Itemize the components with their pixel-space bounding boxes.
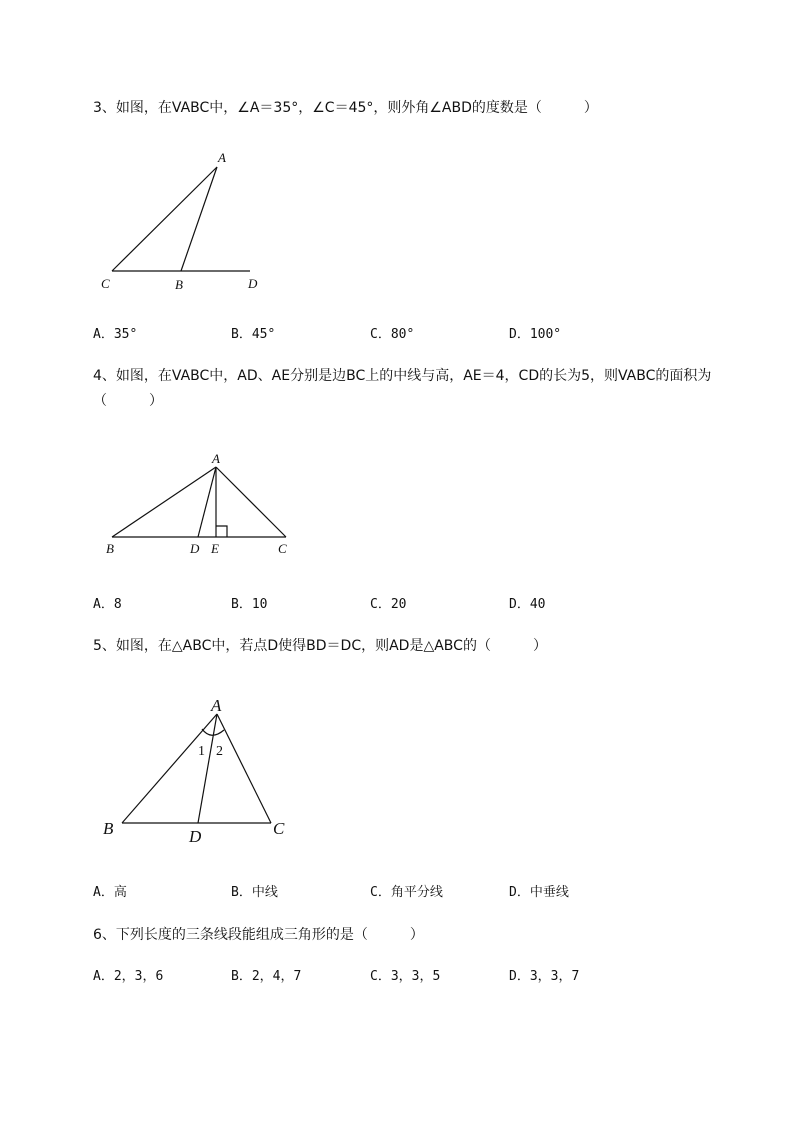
segment-da xyxy=(198,714,217,823)
question-4-option-c: C．20 xyxy=(370,597,407,612)
question-6-option-a: A．2，3，6 xyxy=(93,969,164,984)
question-5-option-b: B．中线 xyxy=(231,885,278,900)
question-6-stem: 6、下列长度的三条线段能组成三角形的是（ ） xyxy=(93,927,424,943)
question-3-option-b: B．45° xyxy=(231,327,276,342)
question-5-stem: 5、如图，在△ABC中，若点D使得BD＝DC，则AD是△ABC的（ ） xyxy=(93,638,547,654)
question-3-option-c: C．80° xyxy=(370,327,415,342)
vertex-label-a: A xyxy=(212,451,220,466)
question-5-option-a: A．高 xyxy=(93,885,127,900)
vertex-label-e: E xyxy=(211,541,219,556)
vertex-label-a: A xyxy=(211,696,222,715)
question-3-option-d: D．100° xyxy=(509,327,562,342)
vertex-label-d: D xyxy=(190,541,200,556)
vertex-label-b: B xyxy=(103,819,114,838)
vertex-label-c: C xyxy=(273,819,285,838)
question-4-option-a: A．8 xyxy=(93,597,122,612)
segment-ca xyxy=(217,714,271,823)
question-6-option-b: B．2，4，7 xyxy=(231,969,302,984)
question-6-option-d: D．3，3，7 xyxy=(509,969,580,984)
question-4-stem-line-1: 4、如图，在VABC中，AD、AE分别是边BC上的中线与高，AE＝4，CD的长为5，则VABC的面积为 xyxy=(93,368,712,384)
question-6-option-c: C．3，3，5 xyxy=(370,969,441,984)
question-3-stem: 3、如图，在VABC中，∠A＝35°，∠C＝45°，则外角∠ABD的度数是（ ） xyxy=(93,100,598,116)
vertex-label-a: A xyxy=(218,150,226,165)
vertex-label-d: D xyxy=(189,827,202,846)
question-4-stem-line-2: （ ） xyxy=(93,393,163,409)
vertex-label-d: D xyxy=(248,276,258,291)
angle-label-1: 1 xyxy=(198,744,205,759)
question-5-option-c: C．角平分线 xyxy=(370,885,443,900)
angle-label-2: 2 xyxy=(216,744,223,759)
vertex-label-b: B xyxy=(175,277,183,292)
vertex-label-b: B xyxy=(106,541,114,556)
question-5-option-d: D．中垂线 xyxy=(509,885,569,900)
question-3-option-a: A．35° xyxy=(93,327,138,342)
question-4-option-d: D．40 xyxy=(509,597,546,612)
vertex-label-c: C xyxy=(278,541,287,556)
vertex-label-c: C xyxy=(101,276,110,291)
question-4-option-b: B．10 xyxy=(231,597,268,612)
